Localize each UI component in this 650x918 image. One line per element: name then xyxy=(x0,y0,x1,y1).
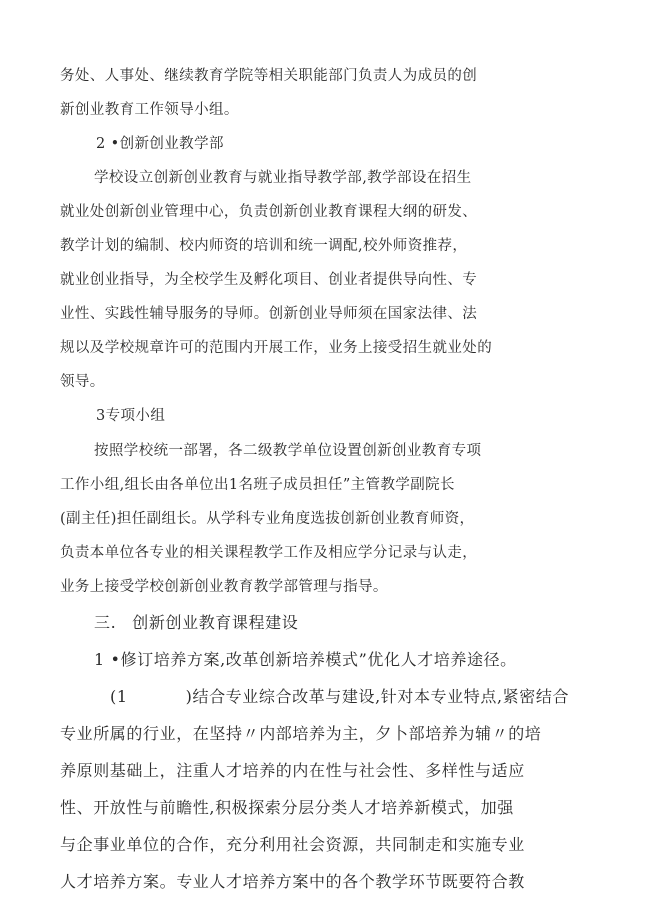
body-text-line xyxy=(110,687,569,707)
body-text-line: 新创业教育工作领导小组。 xyxy=(60,102,239,118)
body-text-line: 工作小组,组长由各单位出1名班子成员担任”主管教学副院长 xyxy=(60,477,455,493)
chapter-heading xyxy=(94,613,298,633)
chapter-number: 三. xyxy=(94,613,117,632)
section-heading: 2 •创新创业教学部 xyxy=(96,136,224,152)
body-text-line: 专业所属的行业，在坚持〃内部培养为主，夕卜部培养为辅〃的培 xyxy=(60,724,542,743)
list-marker: (1 xyxy=(110,687,128,706)
body-text-line: 按照学校统一部署，各二级教学单位设置创新创业教育专项 xyxy=(94,443,482,459)
body-text-line: 与企事业单位的合作，充分利用社会资源，共同制走和实施专业 xyxy=(60,835,525,854)
body-text-line: 业性、实践性辅导服务的导师。创新创业导师须在国家法律、法 xyxy=(60,306,478,322)
body-text-line: 人才培养方案。专业人才培养方案中的各个教学环节既要符合教 xyxy=(60,872,525,891)
list-text: )结合专业综合改革与建设,针对本专业特点,紧密结合 xyxy=(185,687,570,706)
body-text-line: 领导。 xyxy=(60,374,105,390)
body-text-line: 业务上接受学校创新创业教育教学部管理与指导。 xyxy=(60,579,388,595)
chapter-title: 创新创业教育课程建设 xyxy=(132,613,299,632)
body-text-line: 负责本单位各专业的相关课程教学工作及相应学分记录与认走， xyxy=(60,545,478,561)
body-text-line: 务处、人事处、继续教育学院等相关职能部门负责人为成员的创 xyxy=(60,68,478,84)
body-text-line: 就业创业指导，为全校学生及孵化项目、创业者提供导向性、专 xyxy=(60,272,478,288)
body-text-line: 性、开放性与前瞻性,积极探索分层分类人才培养新模式，加强 xyxy=(60,798,514,817)
body-text-line: 教学计划的编制、校内师资的培训和统一调配,校外师资推荐， xyxy=(60,238,468,254)
body-text-line: 规以及学校规章许可的范围内开展工作，业务上接受招生就业处的 xyxy=(60,340,493,356)
body-text-line: 学校设立创新创业教育与就业指导教学部,教学部设在招生 xyxy=(94,170,472,186)
section-heading: 1 •修订培养方案,改革创新培养模式”优化人才培养途径。 xyxy=(94,650,517,669)
section-heading: 3专项小组 xyxy=(96,408,166,424)
body-text-line: 就业处创新创业管理中心，负责创新创业教育课程大纲的研发、 xyxy=(60,204,478,220)
body-text-line: 养原则基础上，注重人才培养的内在性与社会性、多样性与适应 xyxy=(60,761,525,780)
body-text-line: (副主任)担任副组长。从学科专业角度选拔创新创业教育师资， xyxy=(60,511,475,527)
